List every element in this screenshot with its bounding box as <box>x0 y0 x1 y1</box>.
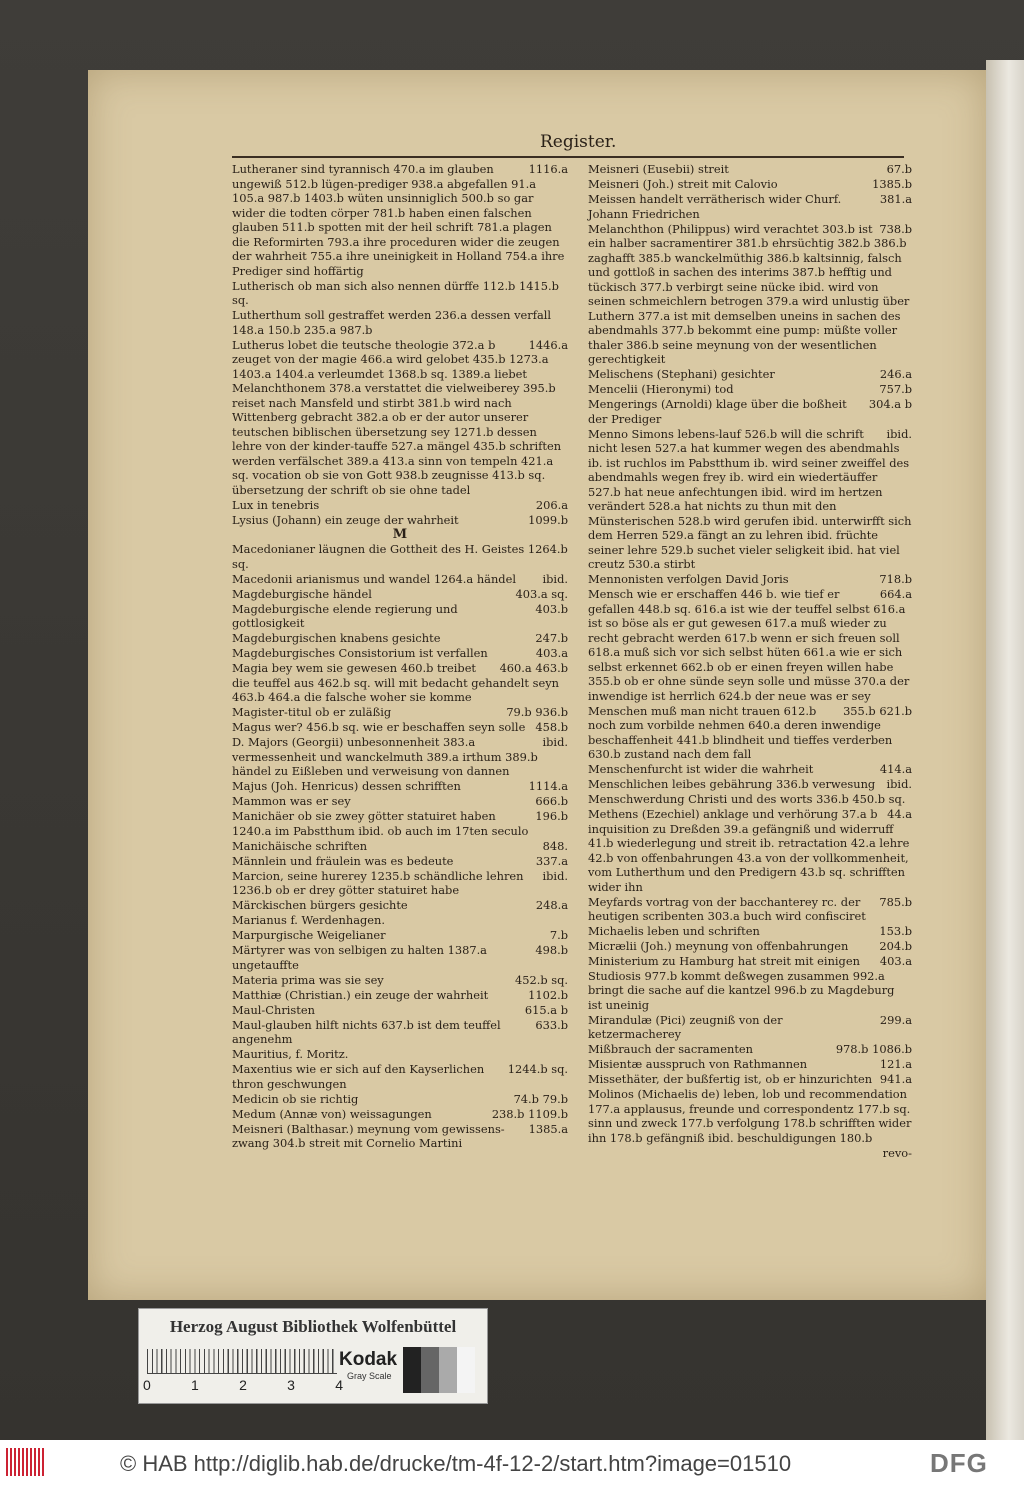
page-reference: 498.b <box>535 943 568 957</box>
entry-text: Medum (Annæ von) weissagungen <box>232 1106 432 1121</box>
entry-text: Matthiæ (Christian.) ein zeuge der wahrheit <box>232 987 489 1002</box>
measurement-ruler <box>147 1349 337 1374</box>
entry-text: Menschenfurcht ist wider die wahrheit <box>588 762 814 776</box>
entry-text: Magdeburgische elende regierung und gottlosigkeit <box>232 601 458 630</box>
page-reference: 1385.a <box>528 1121 568 1136</box>
index-entry <box>232 646 568 661</box>
entry-text: Medicin ob sie richtig <box>232 1091 359 1106</box>
entry-text: Maxentius wie er sich auf den Kayserlichen thron geschwungen <box>232 1062 485 1091</box>
index-entry <box>232 162 568 278</box>
index-entry <box>232 338 568 498</box>
index-entry <box>588 427 912 572</box>
entry-text: Magdeburgische händel <box>232 586 372 601</box>
index-entry <box>588 807 912 894</box>
page-reference: 664.a <box>879 587 912 601</box>
page-reference: 978.b 1086.b <box>835 1042 912 1056</box>
entry-text: Mißbrauch der sacramenten <box>588 1042 753 1056</box>
page-reference: ibid. <box>542 735 568 749</box>
index-entry <box>588 367 912 382</box>
entry-text: Missethäter, der bußfertig ist, ob er hinzurichten <box>588 1072 873 1086</box>
entry-text: Menschwerdung Christi und des worts 336.b 450.b sq. <box>588 792 906 806</box>
page-reference: 1099.b <box>528 512 568 527</box>
index-entry <box>232 854 568 869</box>
entry-text: Ministerium zu Hamburg hat streit mit einigen Studiosis 977.b kommt deßwegen zusammen 992.a bringt die sache auf die kantzel 996.b zu Magdeburg ist uneinig <box>588 954 895 1012</box>
page-reference: 633.b <box>535 1017 568 1032</box>
library-name: Herzog August Bibliothek Wolfenbüttel <box>169 1317 457 1336</box>
adjacent-page-edge <box>986 60 1024 1440</box>
page-reference: ibid. <box>886 426 912 441</box>
entry-text: Magister-titul ob er zuläßig <box>232 705 392 719</box>
index-entry <box>588 1057 912 1072</box>
page-reference: 381.a <box>879 192 912 206</box>
hab-logo-icon <box>6 1448 46 1476</box>
index-entry <box>232 542 568 571</box>
entry-text: Mensch wie er erschaffen 446 b. wie tief er gefallen 448.b sq. 616.a ist wie der teuffel selbst 616.a ist so böse als er gut gewesen 617.a muß wieder zu recht gebracht werden 617.b wenn er sich freuen soll 618.a muß sich vor sich selbst hüten 661.a wie er sich selbst erkennet 662.b ob er einen freyen willen habe 355.b ob er ohne sünde seyn solle und müsse 370.a der inwendige ist herrlich 624.b der neue was er sey <box>588 587 910 703</box>
index-entry <box>232 913 568 928</box>
entry-text: Marcion, seine hurerey 1235.b schändliche lehren 1236.b ob er drey götter statuiret habe <box>232 868 524 897</box>
index-entry <box>232 602 568 631</box>
entry-text: Manichäische schriften <box>232 838 368 853</box>
index-entry <box>232 1047 568 1062</box>
index-entry <box>232 631 568 646</box>
index-entry <box>588 704 912 762</box>
page-reference: 615.a b <box>524 1002 568 1017</box>
page-reference: 414.a <box>879 762 912 776</box>
index-entry <box>588 1087 912 1145</box>
entry-text: Mammon was er sey <box>232 794 351 808</box>
entry-text: Methens (Ezechiel) anklage und verhörung 37.a b inquisition zu Dreßden 39.a gefängniß und widerruff 41.b wiederlegung und streit ib. retractation 42.a lehre 42.b von offenbahrungen 43.a von der vollkommenheit, vom Lutherthum und den Predigern 43.b sq. schrifften wider ihn <box>588 807 910 894</box>
page-reference: 1244.b sq. <box>507 1062 568 1076</box>
entry-text: Märtyrer was von selbigen zu halten 1387.a ungetauffte <box>232 943 487 972</box>
index-entry <box>588 954 912 1012</box>
section-letter <box>232 528 568 542</box>
entry-text: Marianus f. Werdenhagen. <box>232 913 385 927</box>
header-rule <box>232 156 904 158</box>
index-entry <box>588 177 912 192</box>
entry-text: Mirandulæ (Pici) zeugniß von der ketzermacherey <box>588 1012 783 1041</box>
page-title: Register. <box>540 132 617 152</box>
index-entry <box>232 1122 568 1151</box>
index-entry <box>232 1062 568 1091</box>
entry-text: Marpurgische Weigelianer <box>232 928 386 942</box>
index-entry <box>588 895 912 924</box>
ruler-number: 0 <box>143 1377 151 1393</box>
index-entry <box>232 779 568 794</box>
page-reference: 941.a <box>879 1072 912 1086</box>
index-entry <box>588 924 912 939</box>
catchword: revo- <box>882 1145 912 1160</box>
entry-text: Meisneri (Balthasar.) meynung vom gewissens-zwang 304.b streit mit Cornelio Martini <box>232 1121 505 1150</box>
index-entry <box>232 587 568 602</box>
page-reference: 757.b <box>879 382 912 396</box>
page-reference: 153.b <box>879 924 912 938</box>
entry-text: Magus wer? 456.b sq. wie er beschaffen seyn solle <box>232 720 526 734</box>
entry-text: Magdeburgisches Consistorium ist verfallen <box>232 646 488 660</box>
page-reference: 7.b <box>549 928 568 942</box>
index-entry <box>588 382 912 397</box>
page-reference: 299.a <box>879 1012 912 1027</box>
page-reference: 403.a <box>879 954 912 968</box>
page-reference: 304.a b <box>868 397 912 411</box>
index-entry <box>232 943 568 972</box>
entry-text: Magdeburgischen knabens gesichte <box>232 631 441 645</box>
index-entry <box>588 587 912 703</box>
index-entry <box>588 162 912 177</box>
entry-text: Maul-Christen <box>232 1002 315 1017</box>
kodak-logo: Kodak <box>339 1349 398 1370</box>
page-reference: 121.a <box>879 1057 912 1071</box>
index-entry <box>232 513 568 528</box>
entry-text: Märckischen bürgers gesichte <box>232 898 408 912</box>
index-entry <box>232 572 568 587</box>
entry-text: Lux in tenebris <box>232 497 320 512</box>
page-reference: 738.b <box>879 221 912 236</box>
index-entry <box>588 1042 912 1057</box>
page-reference: 666.b <box>535 794 568 808</box>
entry-text: Meissen handelt verrätherisch wider Churf. Johann Friedrichen <box>588 192 842 221</box>
page-reference: 355.b 621.b <box>843 703 912 718</box>
page-reference: 1385.b <box>872 177 912 191</box>
page-reference: 460.a 463.b <box>499 661 568 675</box>
index-entry <box>232 839 568 854</box>
page-reference: 1114.a <box>528 779 568 793</box>
entry-text: D. Majors (Georgii) unbesonnenheit 383.a vermessenheit und wanckelmuth 389.a irthum 389.b händel zu Eißleben und verweisung von dannen <box>232 735 538 778</box>
entry-text: Menschlichen leibes gebährung 336.b verwesung <box>588 777 876 791</box>
index-entry <box>232 973 568 988</box>
index-column-left <box>232 162 568 1151</box>
index-entry <box>588 777 912 792</box>
page-reference: ibid. <box>886 777 912 791</box>
page-reference: 337.a <box>535 853 568 868</box>
index-entry <box>588 792 912 807</box>
ruler-number: 3 <box>287 1377 295 1393</box>
index-entry <box>232 735 568 779</box>
index-entry <box>232 794 568 809</box>
index-entry <box>588 1072 912 1087</box>
entry-text: Melischens (Stephani) gesichter <box>588 367 775 381</box>
entry-text: Manichäer ob sie zwey götter statuiret haben 1240.a im Pabstthum ibid. ob auch im 17ten seculo <box>232 809 529 838</box>
gray-scale-label: Gray Scale <box>347 1371 392 1381</box>
entry-text: Mauritius, f. Moritz. <box>232 1047 349 1061</box>
page-reference: 204.b <box>879 939 912 953</box>
index-entry <box>588 222 912 367</box>
entry-text: Molinos (Michaelis de) leben, lob und recommendation 177.a applausus, freunde und correspondentz 177.b sq. sinn und zweck 177.b verfolgung 178.b schrifften wider ihn 178.b gefängniß ibid. beschuldigungen 180.b <box>588 1087 912 1145</box>
page-reference: ibid. <box>542 571 568 586</box>
page-reference: 1102.b <box>528 987 568 1002</box>
index-entry <box>588 572 912 587</box>
page-reference: 248.a <box>535 898 568 912</box>
index-entry <box>588 192 912 221</box>
index-entry <box>232 720 568 735</box>
index-entry <box>232 1003 568 1018</box>
page-reference: ibid. <box>542 868 568 883</box>
entry-text: Mennonisten verfolgen David Joris <box>588 572 789 586</box>
index-entry <box>588 939 912 954</box>
gray-scale-swatch <box>403 1347 475 1393</box>
index-column-right <box>588 162 912 1160</box>
page-reference: 206.a <box>535 497 568 512</box>
ruler-number: 2 <box>239 1377 247 1393</box>
index-entry <box>232 279 568 308</box>
page-reference: 848. <box>542 838 568 853</box>
index-entry <box>232 869 568 898</box>
index-entry <box>232 308 568 337</box>
ruler-numbers <box>143 1377 343 1393</box>
ruler-number: 4 <box>335 1377 343 1393</box>
page-reference: 79.b 936.b <box>506 705 568 719</box>
entry-text: Michaelis leben und schriften <box>588 924 760 938</box>
page-reference: 1116.a <box>528 162 568 176</box>
index-entry <box>232 898 568 913</box>
entry-text: Macedonii arianismus und wandel 1264.a händel <box>232 571 516 586</box>
page-reference: 246.a <box>879 367 912 381</box>
footer-credit-link[interactable]: © HAB http://diglib.hab.de/drucke/tm-4f-12-2/start.htm?image=01510 <box>120 1451 792 1476</box>
dfg-logo: DFG <box>930 1448 988 1478</box>
page-reference: 403.a sq. <box>515 586 568 601</box>
page-reference: 67.b <box>886 162 912 176</box>
page-reference: 458.b <box>535 720 568 734</box>
page-reference: 403.a <box>535 646 568 660</box>
index-entry <box>232 988 568 1003</box>
page-reference: 1446.a <box>528 337 568 352</box>
page-reference: 196.b <box>535 809 568 823</box>
page-reference: 74.b 79.b <box>513 1091 568 1106</box>
entry-text: Micrælii (Joh.) meynung von offenbahrungen <box>588 939 849 953</box>
entry-text: Lutherus lobet die teutsche theologie 372.a b zeuget von der magie 466.a wird gelobet 435.b 1273.a 1403.a 1404.a verleumdet 1368.b sq. 1389.a liebet Melanchthonem 378.a verstattet die vielweiberey 395.b reiset nach Mansfeld und stirbt 381.b wird nach Wittenberg gebracht 382.a ob er der autor unserer teutschen biblischen übersetzung sey 1271.b dessen lehre von der kinder-tauffe 527.a mängel 435.b schriften werden verfälschet 389.a 413.a sinn von tempeln 421.a sq. vocation ob sie von Gott 938.b zeugnisse 413.b sq. übersetzung der schrift ob sie ohne tadel <box>232 337 562 497</box>
entry-text: Meisneri (Eusebii) streit <box>588 162 729 176</box>
entry-text: Lysius (Johann) ein zeuge der wahrheit <box>232 512 459 527</box>
page-reference: 247.b <box>535 631 568 645</box>
page-reference: 718.b <box>879 572 912 586</box>
index-entry <box>588 1013 912 1042</box>
index-entry <box>588 762 912 777</box>
entry-text: Menno Simons lebens-lauf 526.b will die schrift nicht lesen 527.a hat kummer wegen des abendmahls ib. ist ruchlos im Pabstthum ib. wird seiner zweiffel des abendmahls wegen frey ib. wird ein wiedertäuffer 527.b hat neue anfechtungen ibid. wird im hertzen verändert 528.a hat nichts zu thun mit den Münsterischen 528.b wird gerufen ibid. unterwirfft sich dem Herren 529.a fängt an zu lehren ibid. früchte seiner lehre 529.b suchet vieler seligkeit ibid. hat viel creutz 530.a stirbt <box>588 426 912 571</box>
index-entry <box>232 705 568 720</box>
entry-text: Lutherthum soll gestraffet werden 236.a dessen verfall 148.a 150.b 235.a 987.b <box>232 308 552 337</box>
page-reference: 785.b <box>879 894 912 909</box>
index-entry <box>588 397 912 426</box>
entry-text: Maul-glauben hilft nichts 637.b ist dem teuffel angenehm <box>232 1017 501 1046</box>
entry-text: Männlein und fräulein was es bedeute <box>232 853 454 868</box>
index-entry <box>232 1092 568 1107</box>
entry-text: Meisneri (Joh.) streit mit Calovio <box>588 177 778 191</box>
page-reference: 238.b 1109.b <box>491 1106 568 1121</box>
index-entry <box>232 1018 568 1047</box>
entry-text: Lutheraner sind tyrannisch 470.a im glauben ungewiß 512.b lügen-prediger 938.a abgefallen 91.a 105.a 987.b 1403.b wüten unsinniglich 500.b so gar wider die todten cörper 781.b haben einen falschen glauben 511.b spotten mit der heil schrift 781.a plagen die Reformirten 793.a ihre proceduren wider die zeugen der wahrheit 755.a ihre uneinigkeit in Holland 754.a ihre Prediger sind hoffärtig <box>232 162 565 278</box>
color-target-card <box>138 1308 488 1404</box>
page-reference: 452.b sq. <box>514 972 568 987</box>
entry-text: Melanchthon (Philippus) wird verachtet 303.b ist ein halber sacramentirer 381.b ehrsüchtig 382.b 386.b zaghafft 385.b wanckelmüthig 386.b kaltsinnig, falsch und gottloß in sachen des interims 387.b hefftig und tückisch 377.b verbirgt seine nücke ibid. wird von seinen schmeichlern betrogen 379.a wird unlustig über Luthern 377.a ist mit demselben uneins in sachen des abendmahls 377.b bekommt eine pump: müßte voller thaler 386.b seine meynung von der wesentlichen gerechtigkeit <box>588 221 910 366</box>
index-entry <box>232 498 568 513</box>
entry-text: Majus (Joh. Henricus) dessen schrifften <box>232 779 461 793</box>
entry-text: Materia prima was sie sey <box>232 972 384 987</box>
index-entry <box>232 809 568 838</box>
page-reference: 403.b <box>535 601 568 616</box>
entry-text: Menschen muß man nicht trauen 612.b noch zum vorbilde nehmen 640.a deren inwendige beschaffenheit 441.b blindheit und tieffes verderben 630.b zustand nach dem fall <box>588 703 893 761</box>
entry-text: Magia bey wem sie gewesen 460.b treibet die teuffel aus 462.b sq. will mit bedacht gehandelt seyn 463.b 464.a die falsche woher sie komme <box>232 661 559 704</box>
index-entry <box>232 928 568 943</box>
entry-text: Meyfards vortrag von der bacchanterey rc. der heutigen scribenten 303.a buch wird confisciret <box>588 894 866 923</box>
entry-text: Mengerings (Arnoldi) klage über die boßheit der Prediger <box>588 397 847 426</box>
entry-text: Misientæ ausspruch von Rathmannen <box>588 1057 808 1071</box>
entry-text: Macedonianer läugnen die Gottheit des H. Geistes 1264.b sq. <box>232 542 568 571</box>
entry-text: M <box>392 526 408 542</box>
index-entry <box>232 1107 568 1122</box>
entry-text: Mencelii (Hieronymi) tod <box>588 382 734 396</box>
page-reference: 44.a <box>887 807 912 821</box>
entry-text: Lutherisch ob man sich also nennen dürffe 112.b 1415.b sq. <box>232 278 559 307</box>
index-entry <box>232 661 568 705</box>
ruler-number: 1 <box>191 1377 199 1393</box>
